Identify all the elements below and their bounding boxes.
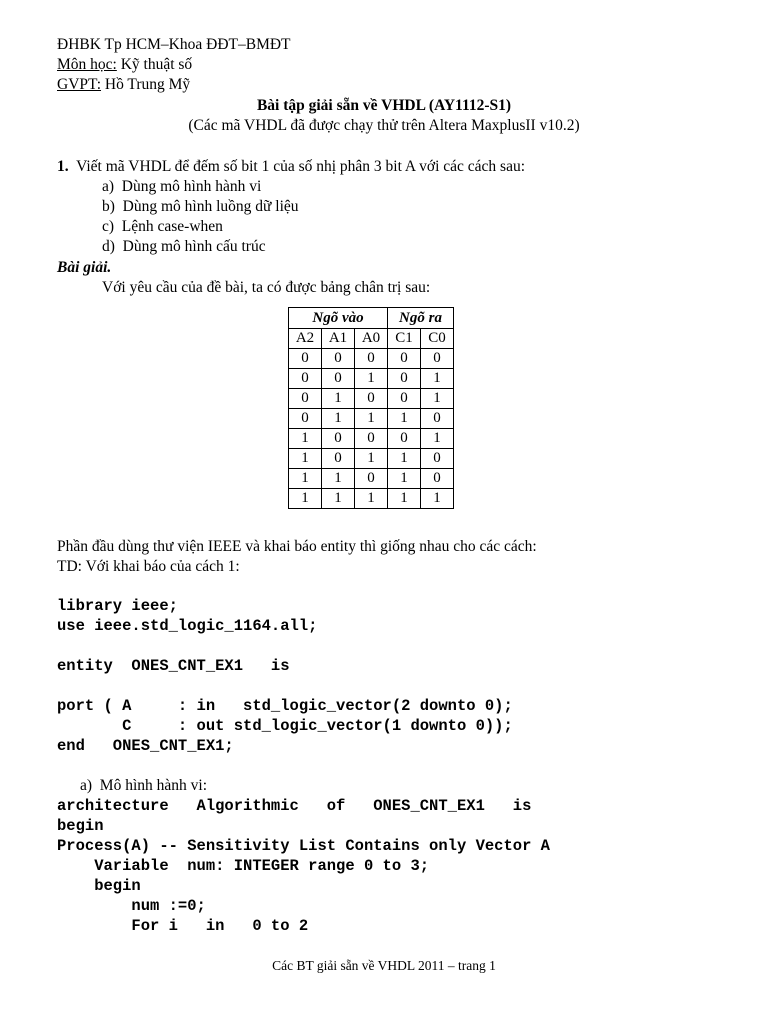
header-course — [57, 55, 192, 75]
header-institution: ĐHBK Tp HCM–Khoa ĐĐT–BMĐT — [57, 36, 291, 53]
truth-table-cell: 1 — [388, 409, 421, 429]
truth-table-cell: 0 — [355, 349, 388, 369]
truth-table-cell: 1 — [355, 369, 388, 389]
code-line: C : out std_logic_vector(1 downto 0)); — [57, 717, 513, 735]
document-title: Bài tập giải sẵn về VHDL (AY1112-S1) — [256, 97, 512, 114]
column-header: C1 — [388, 329, 421, 349]
truth-table-cell: 0 — [421, 449, 454, 469]
truth-table-cell: 0 — [388, 369, 421, 389]
truth-table-cell: 1 — [289, 449, 322, 469]
document-subtitle: (Các mã VHDL đã được chạy thử trên Altera MaxplusII v10.2) — [188, 117, 580, 134]
header-teacher — [57, 75, 190, 95]
group-header-outputs: Ngõ ra — [388, 308, 454, 329]
code-line: entity ONES_CNT_EX1 is — [57, 657, 290, 675]
truth-table-cell: 1 — [388, 469, 421, 489]
truth-table-cell: 0 — [289, 349, 322, 369]
truth-table-cell: 0 — [322, 429, 355, 449]
column-header: A1 — [322, 329, 355, 349]
truth-table-cell: 0 — [388, 349, 421, 369]
truth-table-cell: 0 — [388, 389, 421, 409]
truth-table-row — [289, 449, 454, 469]
column-header: A2 — [289, 329, 322, 349]
truth-table-cell: 0 — [355, 469, 388, 489]
teacher-value: Hồ Trung Mỹ — [101, 76, 191, 93]
code-line: end ONES_CNT_EX1; — [57, 737, 234, 755]
option-c: c) Lệnh case-when — [102, 218, 223, 235]
code-line: num :=0; — [57, 897, 206, 915]
truth-table — [288, 307, 454, 509]
truth-table-row — [289, 469, 454, 489]
truth-table-row — [289, 409, 454, 429]
truth-table-cell: 0 — [289, 389, 322, 409]
text-after-table-2: TD: Với khai báo của cách 1: — [57, 558, 240, 575]
code-line: port ( A : in std_logic_vector(2 downto 0); — [57, 697, 513, 715]
code-line: Process(A) -- Sensitivity List Contains only Vector A — [57, 837, 550, 855]
course-value: Kỹ thuật số — [116, 56, 193, 73]
truth-table-cell: 1 — [388, 489, 421, 509]
question-text: Viết mã VHDL để đếm số bit 1 của số nhị phân 3 bit A với các cách sau: — [68, 158, 526, 175]
truth-table-cell: 1 — [322, 389, 355, 409]
truth-table-cell: 1 — [355, 409, 388, 429]
truth-table-cell: 1 — [421, 369, 454, 389]
truth-table-cell: 1 — [289, 469, 322, 489]
truth-table-cell: 0 — [355, 389, 388, 409]
code-line: For i in 0 to 2 — [57, 917, 309, 935]
truth-table-cell: 1 — [322, 409, 355, 429]
code-line: begin — [57, 877, 141, 895]
truth-table-cell: 0 — [421, 409, 454, 429]
truth-table-column-row — [289, 329, 454, 349]
code-line: architecture Algorithmic of ONES_CNT_EX1 is — [57, 797, 532, 815]
truth-table-group-row — [289, 308, 454, 329]
column-header: A0 — [355, 329, 388, 349]
code-line: use ieee.std_logic_1164.all; — [57, 617, 318, 635]
truth-table-cell: 1 — [421, 489, 454, 509]
truth-table-body — [289, 349, 454, 509]
truth-table-cell: 1 — [355, 489, 388, 509]
truth-table-cell: 1 — [322, 469, 355, 489]
group-header-inputs: Ngõ vào — [289, 308, 388, 329]
section-a-heading: a) Mô hình hành vi: — [80, 777, 207, 794]
teacher-label: GVPT: — [57, 76, 102, 93]
truth-table-cell: 1 — [388, 449, 421, 469]
page-footer: Các BT giải sẵn về VHDL 2011 – trang 1 — [272, 958, 496, 973]
truth-table-cell: 0 — [421, 349, 454, 369]
solution-heading: Bài giải. — [57, 259, 112, 276]
truth-table-cell: 0 — [322, 449, 355, 469]
code-line: library ieee; — [57, 597, 178, 615]
truth-table-cell: 0 — [355, 429, 388, 449]
truth-table-row — [289, 429, 454, 449]
question-number: 1. — [57, 158, 69, 175]
code-line: Variable num: INTEGER range 0 to 3; — [57, 857, 430, 875]
truth-table-row — [289, 389, 454, 409]
truth-table-cell: 0 — [289, 409, 322, 429]
solution-intro: Với yêu cầu của đề bài, ta có được bảng chân trị sau: — [102, 279, 431, 296]
truth-table-cell: 0 — [421, 469, 454, 489]
truth-table-cell: 1 — [322, 489, 355, 509]
option-b: b) Dùng mô hình luồng dữ liệu — [102, 198, 299, 215]
truth-table-cell: 1 — [289, 429, 322, 449]
truth-table-cell: 1 — [355, 449, 388, 469]
truth-table-cell: 0 — [322, 349, 355, 369]
truth-table-row — [289, 349, 454, 369]
course-label: Môn học: — [57, 56, 117, 73]
option-d: d) Dùng mô hình cấu trúc — [102, 238, 266, 255]
question-1 — [57, 157, 525, 177]
truth-table-cell: 0 — [322, 369, 355, 389]
truth-table-cell: 1 — [289, 489, 322, 509]
truth-table-row — [289, 489, 454, 509]
text-after-table-1: Phần đầu dùng thư viện IEEE và khai báo entity thì giống nhau cho các cách: — [57, 538, 537, 555]
truth-table-cell: 0 — [388, 429, 421, 449]
option-a: a) Dùng mô hình hành vi — [102, 178, 262, 195]
truth-table-cell: 1 — [421, 429, 454, 449]
truth-table-cell: 1 — [421, 389, 454, 409]
column-header: C0 — [421, 329, 454, 349]
truth-table-row — [289, 369, 454, 389]
code-line: begin — [57, 817, 104, 835]
truth-table-cell: 0 — [289, 369, 322, 389]
